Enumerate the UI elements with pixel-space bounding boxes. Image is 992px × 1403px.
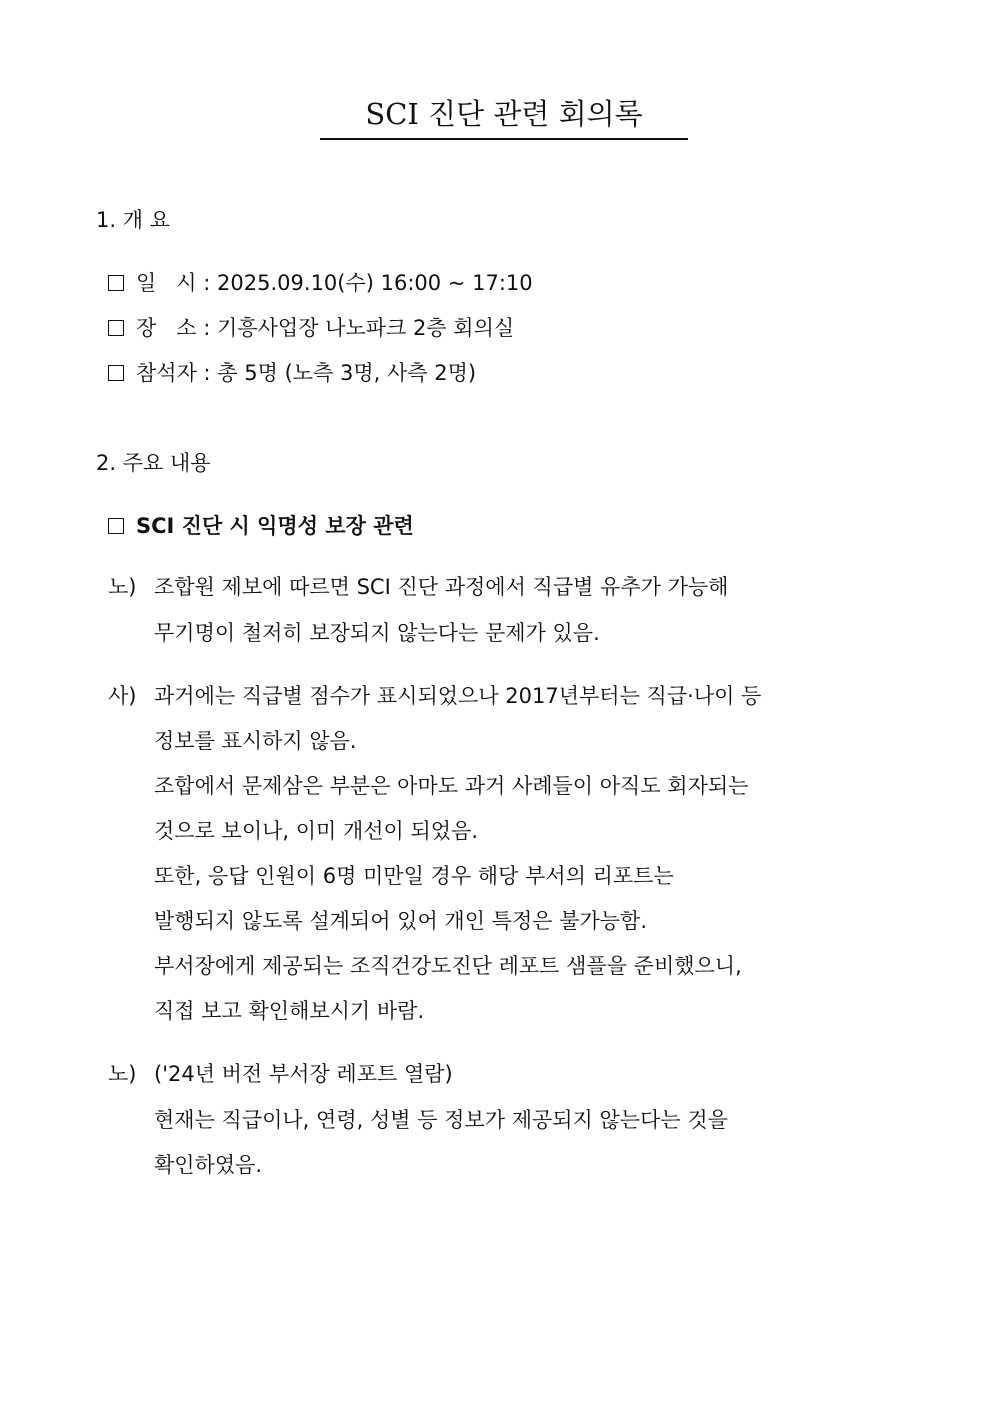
entry-line: 조합원 제보에 따르면 SCI 진단 과정에서 직급별 유추가 가능해 (154, 575, 729, 599)
item-value: 기흥사업장 나노파크 2층 회의실 (217, 316, 515, 340)
item-label: 장 소 (136, 316, 197, 340)
entry-line: 과거에는 직급별 점수가 표시되었으나 2017년부터는 직급·나이 등 (154, 684, 762, 708)
entry-line: ('24년 버전 부서장 레포트 열람) (154, 1062, 453, 1086)
item-label: 참석자 (136, 361, 197, 385)
checkbox-square-icon (108, 365, 124, 381)
document-title: SCI 진단 관련 회의록 (320, 92, 688, 140)
entry-line: 직접 보고 확인해보시기 바람. (154, 999, 425, 1023)
overview-item-place: 장 소 : 기흥사업장 나노파크 2층 회의실 (108, 313, 514, 343)
topic-text: SCI 진단 시 익명성 보장 관련 (136, 514, 414, 538)
speaker-label: 노) (108, 575, 137, 599)
entry-line: 또한, 응답 인원이 6명 미만일 경우 해당 부서의 리포트는 (154, 864, 674, 888)
section-2-heading: 2. 주요 내용 (96, 451, 211, 475)
checkbox-square-icon (108, 275, 124, 291)
entry-line: 발행되지 않도록 설계되어 있어 개인 특정은 불가능함. (154, 909, 648, 933)
speaker-label: 노) (108, 1062, 137, 1086)
entry-line: 확인하였음. (154, 1153, 263, 1177)
topic-heading (108, 511, 414, 541)
checkbox-square-icon (108, 518, 124, 534)
entry-line: 조합에서 문제삼은 부분은 아마도 과거 사례들이 아직도 회자되는 (154, 774, 749, 798)
item-label: 일 시 (136, 271, 197, 295)
entry-line: 부서장에게 제공되는 조직건강도진단 레포트 샘플을 준비했으니, (154, 954, 742, 978)
entry-line: 무기명이 철저히 보장되지 않는다는 문제가 있음. (154, 621, 600, 645)
entry-line: 정보를 표시하지 않음. (154, 729, 357, 753)
overview-item-attendees: 참석자 : 총 5명 (노측 3명, 사측 2명) (108, 358, 476, 388)
speaker-label: 사) (108, 684, 137, 708)
entry-line: 현재는 직급이나, 연령, 성별 등 정보가 제공되지 않는다는 것을 (154, 1108, 728, 1132)
entry-line: 것으로 보이나, 이미 개선이 되었음. (154, 819, 479, 843)
item-value: 2025.09.10(수) 16:00 ~ 17:10 (217, 271, 533, 295)
overview-item-date: 일 시 : 2025.09.10(수) 16:00 ~ 17:10 (108, 268, 533, 298)
item-value: 총 5명 (노측 3명, 사측 2명) (217, 361, 477, 385)
checkbox-square-icon (108, 320, 124, 336)
section-1-heading: 1. 개 요 (96, 208, 170, 232)
